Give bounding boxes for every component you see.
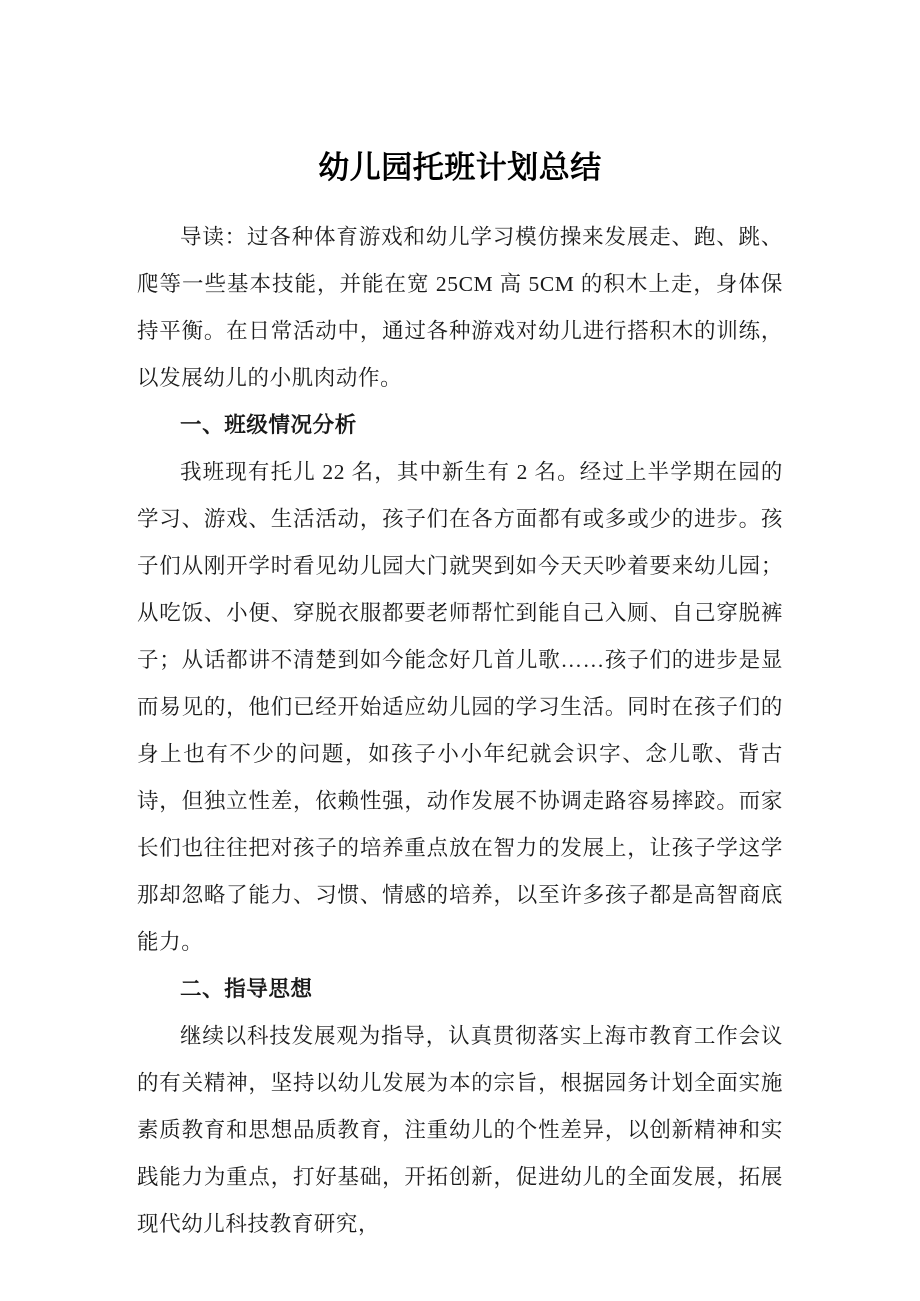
page-title: 幼儿园托班计划总结	[318, 150, 602, 185]
document-body	[137, 0, 783, 1248]
intro-paragraph: 导读：过各种体育游戏和幼儿学习模仿操来发展走、跑、跳、爬等一些基本技能，并能在宽 25CM 高 5CM 的积木上走，身体保持平衡。在日常活动中，通过各种游戏对幼儿进行搭积木的训练，以发展幼儿的小肌肉动作。	[137, 225, 783, 390]
section-2-paragraph-1: 继续以科技发展观为指导，认真贯彻落实上海市教育工作会议的有关精神，坚持以幼儿发展为本的宗旨，根据园务计划全面实施素质教育和思想品质教育，注重幼儿的个性差异，以创新精神和实践能力为重点，打好基础，开拓创新，促进幼儿的全面发展，拓展现代幼儿科技教育研究，	[137, 1024, 783, 1236]
section-heading-1: 一、班级情况分析	[180, 413, 357, 437]
section-heading-2: 二、指导思想	[180, 977, 313, 1001]
section-1-paragraph-1: 我班现有托儿 22 名，其中新生有 2 名。经过上半学期在园的学习、游戏、生活活动，孩子们在各方面都有或多或少的进步。孩子们从刚开学时看见幼儿园大门就哭到如今天天吵着要来幼儿园；从吃饭、小便、穿脱衣服都要老师帮忙到能自己入厕、自己穿脱裤子；从话都讲不清楚到如今能念好几首儿歌……孩子们的进步是显而易见的，他们已经开始适应幼儿园的学习生活。同时在孩子们的身上也有不少的问题，如孩子小小年纪就会识字、念儿歌、背古诗，但独立性差，依赖性强，动作发展不协调走路容易摔跤。而家长们也往往把对孩子的培养重点放在智力的发展上，让孩子学这学那却忽略了能力、习惯、情感的培养，以至许多孩子都是高智商底能力。	[137, 460, 783, 954]
